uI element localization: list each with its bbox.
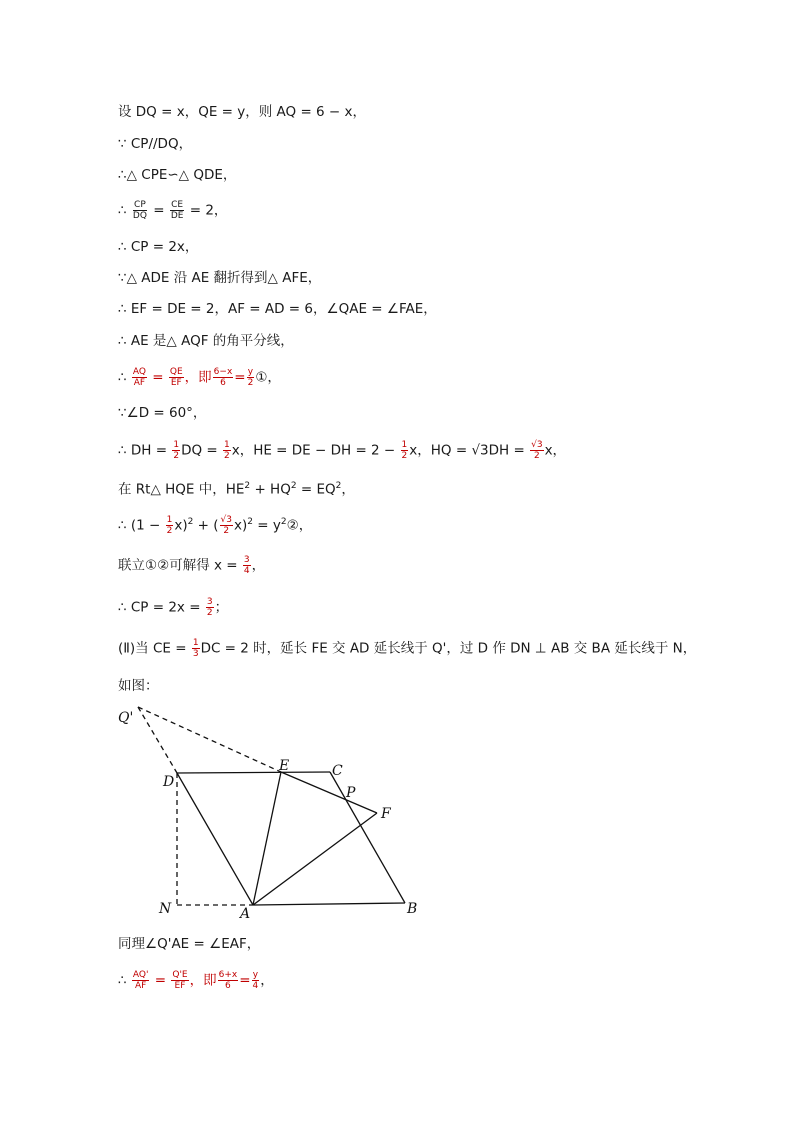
line-2: ∵ CP//DQ， (118, 136, 193, 152)
line-6: ∵△ ADE 沿 AE 翻折得到△ AFE， (118, 270, 322, 286)
label-N: N (159, 901, 172, 917)
line-19: ∴ $\frac{AQ'}{AF}$ = $\frac{Q'E}{EF}$ ，即 $\frac{6+x}{6}$ = $\frac{y}{4}$ ， (118, 970, 274, 991)
segment-AB (253, 903, 405, 905)
line-15: ∴ CP = 2x = $\frac{3}{2}$ ； (118, 597, 229, 618)
line-13: ∴ (1 − $\frac{1}{2}$ x)$^2$ + ( $\frac{√3}{2}$ $x)^2 = y^2②$， (118, 515, 313, 536)
segment-DC (177, 772, 330, 773)
segment-QD (138, 707, 177, 773)
line-5: ∴ CP = 2x， (118, 239, 199, 255)
label-Q: Q' (118, 710, 134, 726)
label-P: P (346, 785, 356, 801)
line-17: 如图： (118, 678, 159, 694)
line-3: ∴△ CPE∽△ QDE， (118, 167, 237, 183)
segment-AE (253, 772, 281, 905)
line-7: ∴ EF = DE = 2，AF = AD = 6，∠QAE = ∠FAE， (118, 301, 437, 317)
line-4: ∴ $\frac{CP}{DQ}$ = $\frac{CE}{DE}$ = 2， (118, 200, 228, 221)
line-10: ∵∠D = 60°， (118, 405, 207, 421)
line-18: 同理∠Q'AE = ∠EAF， (118, 936, 261, 952)
label-F: F (381, 806, 391, 822)
line-8: ∴ AE 是△ AQF 的角平分线， (118, 333, 294, 349)
label-C: C (332, 763, 343, 779)
line-12: 在 Rt△ HQE 中，$HE^2 + HQ^2 = EQ^2$， (118, 481, 355, 498)
label-E: E (279, 758, 290, 774)
line-14: 联立①②可解得 x = $\frac{3}{4}$ ， (118, 555, 266, 576)
label-D: D (163, 774, 175, 790)
segment-QE (138, 707, 281, 772)
segment-CB (330, 772, 405, 903)
segment-EF (281, 772, 377, 813)
line-1: 设 DQ = x，QE = y，则 AQ = 6 − x， (118, 104, 367, 120)
label-A: A (240, 906, 251, 922)
line-11: ∴ DH = $\frac{1}{2}$ DQ = $\frac{1}{2}$ x，HE = DE − DH = 2 − $\frac{1}{2}$ x，HQ = √3DH = $\frac{√3}{2}$ x， (118, 440, 567, 461)
line-16: (Ⅱ)当 CE = $\frac{1}{3}$ DC = 2 时，延长 FE 交 AD 延长线于 Q'，过 D 作 DN ⊥ AB 交 BA 延长线于 N， (118, 638, 697, 659)
segment-DA (177, 773, 253, 905)
line-9: ∴ $\frac{AQ}{AF}$ = $\frac{QE}{EF}$ ，即 $\frac{6-x}{6}$ = $\frac{y}{2}$ ①， (118, 367, 281, 388)
segment-AF (253, 813, 377, 905)
label-B: B (407, 901, 418, 917)
